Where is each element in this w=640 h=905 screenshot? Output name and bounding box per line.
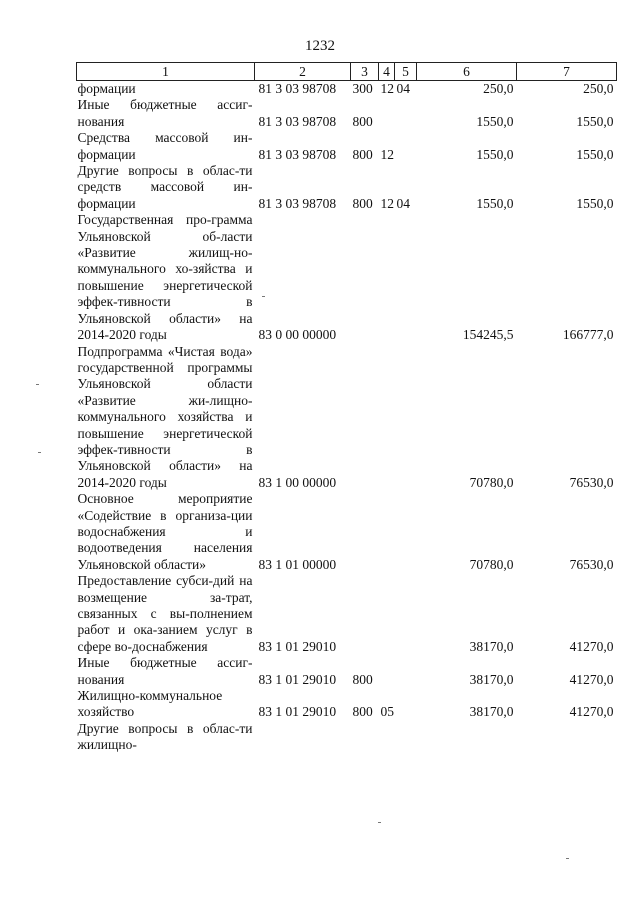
page-number: 1232 — [305, 38, 335, 54]
row-value-col7: 41270,0 — [569, 671, 614, 687]
row-col3 — [351, 721, 379, 754]
row-name: Предоставление субси-дий на возмещение за-трат, связанных с вы-полнением работ и ока-занием услуг в сфере во-доснабжения — [77, 573, 253, 654]
row-code: 83 1 01 29010 — [258, 638, 337, 654]
row-name: Иные бюджетные ассиг-нования — [77, 655, 253, 687]
row-col5 — [395, 212, 417, 343]
scan-speck — [262, 296, 265, 297]
header-cell-4: 4 — [379, 63, 395, 81]
row-value-col6: 70780,0 — [469, 556, 514, 572]
table-body — [77, 81, 617, 754]
scan-speck — [38, 452, 41, 453]
row-col3 — [351, 573, 379, 655]
row-col3 — [351, 491, 379, 573]
row-col3 — [351, 212, 379, 343]
row-value-col7: 1550,0 — [576, 195, 614, 211]
row-value-col6: 1550,0 — [476, 113, 514, 129]
header-cell-1: 1 — [77, 63, 255, 81]
row-name: Средства массовой ин-формации — [77, 130, 253, 162]
row-value-col7 — [517, 721, 617, 754]
row-code: 83 0 00 00000 — [258, 327, 337, 343]
row-value-col6: 250,0 — [483, 81, 514, 96]
row-col5 — [395, 688, 417, 721]
row-code: 83 1 00 00000 — [258, 474, 337, 490]
row-value-col6: 38170,0 — [469, 671, 514, 687]
row-col5 — [395, 491, 417, 573]
row-col5 — [395, 573, 417, 655]
row-code: 83 1 01 00000 — [258, 556, 337, 572]
row-code: 83 1 01 29010 — [258, 671, 337, 687]
row-code: 81 3 03 98708 — [258, 146, 337, 162]
row-col3: 300 — [352, 81, 373, 96]
header-row — [77, 63, 617, 81]
row-col5 — [395, 97, 417, 130]
header-cell-6: 6 — [417, 63, 517, 81]
row-value-col6: 1550,0 — [476, 195, 514, 211]
row-col4: 12 — [380, 81, 394, 96]
row-col5: 04 — [396, 81, 410, 96]
row-value-col6: 38170,0 — [469, 638, 514, 654]
row-col5: 04 — [396, 195, 410, 211]
row-col3: 800 — [352, 704, 373, 720]
row-value-col7: 41270,0 — [569, 704, 614, 720]
row-value-col6: 38170,0 — [469, 704, 514, 720]
row-col5 — [395, 721, 417, 754]
row-name: Другие вопросы в облас-ти средств массовой ин-формации — [77, 163, 253, 211]
row-value-col7: 166777,0 — [562, 327, 614, 343]
row-col5 — [395, 655, 417, 688]
row-col3: 800 — [352, 671, 373, 687]
row-col3: 800 — [352, 113, 373, 129]
row-col3 — [351, 344, 379, 492]
row-col5 — [395, 344, 417, 492]
row-col3: 800 — [352, 146, 373, 162]
row-col4 — [379, 97, 395, 130]
row-col4 — [379, 212, 395, 343]
row-name: Подпрограмма «Чистая вода» государственной программы Ульяновской области «Развитие жи-лищно-коммунального хозяйства и повышение энергетической эффек-тивности в Ульяновской области» на 2014-2020 годы — [77, 343, 253, 490]
row-code: 81 3 03 98708 — [258, 81, 337, 96]
row-value-col7: 250,0 — [583, 81, 614, 96]
row-col4: 12 — [380, 195, 394, 211]
row-col4 — [379, 573, 395, 655]
row-code — [255, 721, 351, 754]
table-row — [77, 97, 617, 130]
table-row — [77, 163, 617, 212]
row-code: 81 3 03 98708 — [258, 195, 337, 211]
row-code: 83 1 01 29010 — [258, 704, 337, 720]
row-value-col7: 1550,0 — [576, 146, 614, 162]
table-row — [77, 491, 617, 573]
table-row — [77, 344, 617, 492]
table-row — [77, 655, 617, 688]
table-row — [77, 130, 617, 163]
table-row — [77, 212, 617, 343]
row-col4 — [379, 491, 395, 573]
header-cell-7: 7 — [517, 63, 617, 81]
row-value-col6: 70780,0 — [469, 474, 514, 490]
table-row — [77, 721, 617, 754]
row-value-col7: 76530,0 — [569, 474, 614, 490]
row-name: Другие вопросы в облас-ти жилищно- — [77, 720, 253, 753]
row-col4 — [379, 721, 395, 754]
header-cell-5: 5 — [395, 63, 417, 81]
table-row — [77, 81, 617, 98]
row-name: Жилищно-коммунальное хозяйство — [77, 688, 223, 720]
header-cell-3: 3 — [351, 63, 379, 81]
row-name: Иные бюджетные ассиг-нования — [77, 97, 253, 129]
row-value-col7: 1550,0 — [576, 113, 614, 129]
scan-speck — [566, 858, 569, 859]
row-col3: 800 — [352, 195, 373, 211]
row-name: формации — [77, 81, 136, 96]
table-row — [77, 573, 617, 655]
row-name: Государственная про-грамма Ульяновской об-ласти «Развитие жилищ-но-коммунального хо-зяйства и повышение энергетической эффек-тивности в Ульяновской области» на 2014-2020 годы — [77, 212, 253, 343]
scan-speck — [378, 822, 381, 823]
row-value-col6: 154245,5 — [462, 327, 514, 343]
row-value-col6 — [417, 721, 517, 754]
row-code: 81 3 03 98708 — [258, 113, 337, 129]
table-row — [77, 688, 617, 721]
row-value-col6: 1550,0 — [476, 146, 514, 162]
row-col5 — [395, 130, 417, 163]
row-col4 — [379, 344, 395, 492]
row-col4: 12 — [380, 146, 394, 162]
row-col4 — [379, 655, 395, 688]
scan-speck — [36, 384, 39, 385]
header-cell-2: 2 — [255, 63, 351, 81]
budget-table — [76, 62, 617, 754]
row-value-col7: 41270,0 — [569, 638, 614, 654]
row-value-col7: 76530,0 — [569, 556, 614, 572]
row-col4: 05 — [380, 704, 394, 720]
row-name: Основное мероприятие «Содействие в организа-ции водоснабжения и водоотведения населения Ульяновской области» — [77, 491, 253, 572]
